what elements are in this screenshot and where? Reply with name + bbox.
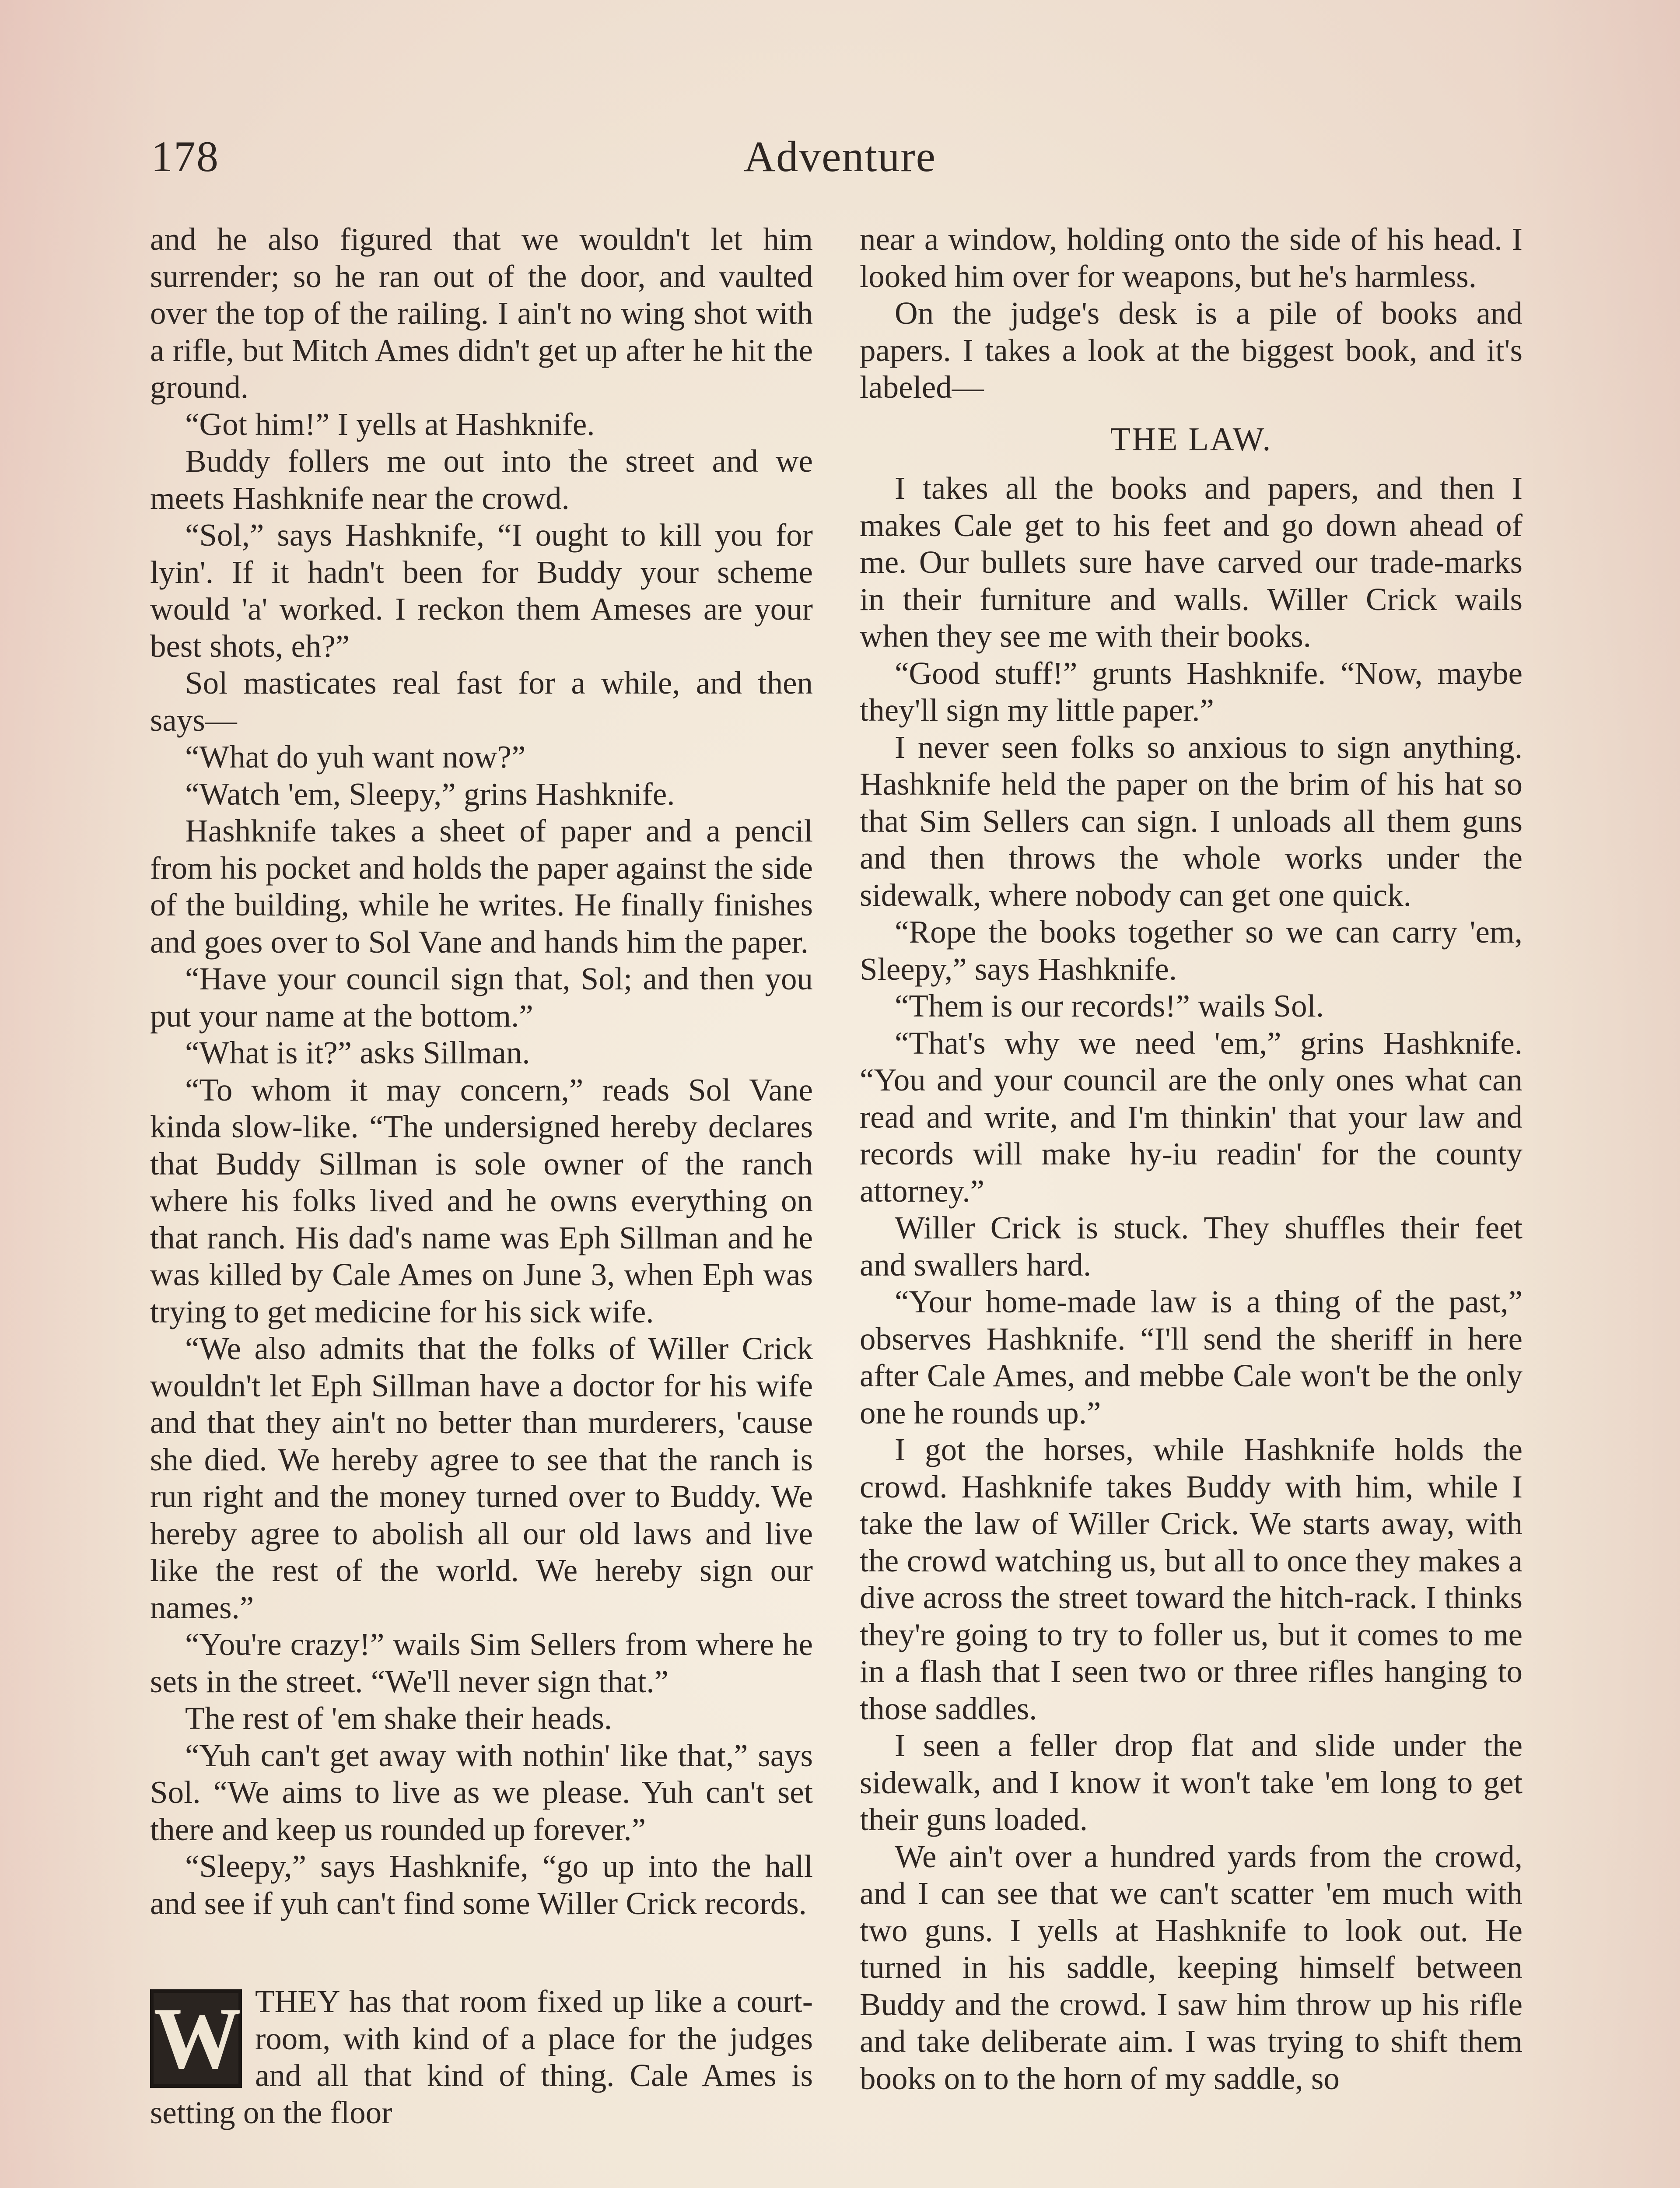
paragraph: I seen a feller drop flat and slide under the sidewalk, and I know it won't take 'em long to get their guns loaded. (860, 1728, 1522, 1837)
paragraph: Sol masticates real fast for a while, and then says— (150, 665, 813, 738)
paragraph: “Have your council sign that, Sol; and then you put your name at the bottom.” (150, 961, 813, 1034)
paragraph: “Watch 'em, Sleepy,” grins Hashknife. (185, 776, 675, 812)
paragraph: I never seen folks so anxious to sign anything. Hashknife held the paper on the brim of his hat so that Sim Sellers can sign. I unloads all them guns and then throws the whole works under the sidewalk, where nobody can get one quick. (860, 729, 1522, 913)
paragraph: near a window, holding onto the side of his head. I looked him over for weapons, but he's harmless. (860, 221, 1522, 294)
paragraph: On the judge's desk is a pile of books and papers. I takes a look at the biggest book, and it's labeled— (860, 295, 1522, 405)
paragraph: “Rope the books together so we can carry 'em, Sleepy,” says Hashknife. (860, 914, 1522, 987)
paragraph: “Got him!” I yells at Hashknife. (185, 406, 595, 442)
paragraph: Hashknife takes a sheet of paper and a pencil from his pocket and holds the paper against the side of the building, while he writes. He finally finishes and goes over to Sol Vane and hands him the paper. (150, 813, 813, 960)
paragraph: and he also figured that we wouldn't let him surrender; so he ran out of the door, and vaulted over the top of the railing. I ain't no wing shot with a rifle, but Mitch Ames didn't get up after he hit the ground. (150, 221, 813, 405)
left-column (150, 221, 813, 2131)
running-title: Adventure (743, 132, 937, 181)
paragraph-text: THEY has that room fixed up like a court-room, with kind of a place for the judges and all that kind of thing. Cale Ames is setting on the floor (150, 1984, 813, 2130)
paragraph: “What is it?” asks Sillman. (185, 1035, 530, 1070)
drop-cap-letter: W (154, 1990, 241, 2087)
paragraph: “To whom it may concern,” reads Sol Vane kinda slow-like. “The undersigned hereby declares that Buddy Sillman is sole owner of the ranch where his folks lived and he owns everything on that ranch. His dad's name was Eph Sillman and he was killed by Cale Ames on June 3, when Eph was trying to get medicine for his sick wife. (150, 1072, 813, 1329)
section-break (150, 1922, 813, 1983)
paragraph: “What do yuh want now?” (185, 739, 526, 775)
paragraph: “Sol,” says Hashknife, “I ought to kill you for lyin'. If it hadn't been for Buddy your scheme would 'a' worked. I reckon them Ameses are your best shots, eh?” (150, 517, 813, 664)
page-header (0, 127, 1680, 193)
paragraph: “You're crazy!” wails Sim Sellers from where he sets in the street. “We'll never sign that.” (150, 1627, 813, 1699)
paragraph: “Good stuff!” grunts Hashknife. “Now, maybe they'll sign my little paper.” (860, 655, 1522, 728)
section-heading: THE LAW. (1110, 421, 1272, 458)
paragraph: I takes all the books and papers, and then I makes Cale get to his feet and go down ahead of me. Our bullets sure have carved our trade-marks in their furniture and walls. Willer Crick wails when they see me with their books. (860, 470, 1522, 654)
paragraph: Willer Crick is stuck. They shuffles their feet and swallers hard. (860, 1210, 1522, 1283)
paragraph: “Your home-made law is a thing of the past,” observes Hashknife. “I'll send the sheriff in here after Cale Ames, and mebbe Cale won't be the only one he rounds up.” (860, 1284, 1522, 1431)
paragraph: The rest of 'em shake their heads. (185, 1701, 612, 1736)
paragraph: Buddy follers me out into the street and we meets Hashknife near the crowd. (150, 443, 813, 516)
paragraph: “We also admits that the folks of Willer Crick wouldn't let Eph Sillman have a doctor for his wife and that they ain't no better than murderers, 'cause she died. We hereby agree to see that the ranch is run right and the money turned over to Buddy. We hereby agree to abolish all our old laws and live like the rest of the world. We hereby sign our names.” (150, 1331, 813, 1625)
drop-cap-initial (150, 1989, 242, 2088)
paragraph: “That's why we need 'em,” grins Hashknife. “You and your council are the only ones what can read and write, and I'm thinkin' that your law and records will make hy-iu readin' for the county attorney.” (860, 1025, 1522, 1209)
paragraph: We ain't over a hundred yards from the crowd, and I can see that we can't scatter 'em much with two guns. I yells at Hashknife to look out. He turned in his saddle, keeping himself between Buddy and the crowd. I saw him throw up his rifle and take deliberate aim. I was trying to shift them books on to the horn of my saddle, so (860, 1838, 1522, 2096)
paragraph: “Sleepy,” says Hashknife, “go up into the hall and see if yuh can't find some Willer Crick records. (150, 1848, 813, 1921)
paragraph: I got the horses, while Hashknife holds the crowd. Hashknife takes Buddy with him, while I take the law of Willer Crick. We starts away, with the crowd watching us, but all to once they makes a dive across the street toward the hitch-rack. I thinks they're going to try to foller us, but it comes to me in a flash that I seen two or three rifles hanging to those saddles. (860, 1432, 1522, 1726)
paragraph: “Yuh can't get away with nothin' like that,” says Sol. “We aims to live as we please. Yuh can't set there and keep us rounded up forever.” (150, 1737, 813, 1847)
right-column (860, 221, 1522, 2097)
paragraph: “Them is our records!” wails Sol. (895, 988, 1324, 1024)
drop-cap-paragraph (150, 1983, 813, 2131)
page-number: 178 (151, 132, 219, 181)
